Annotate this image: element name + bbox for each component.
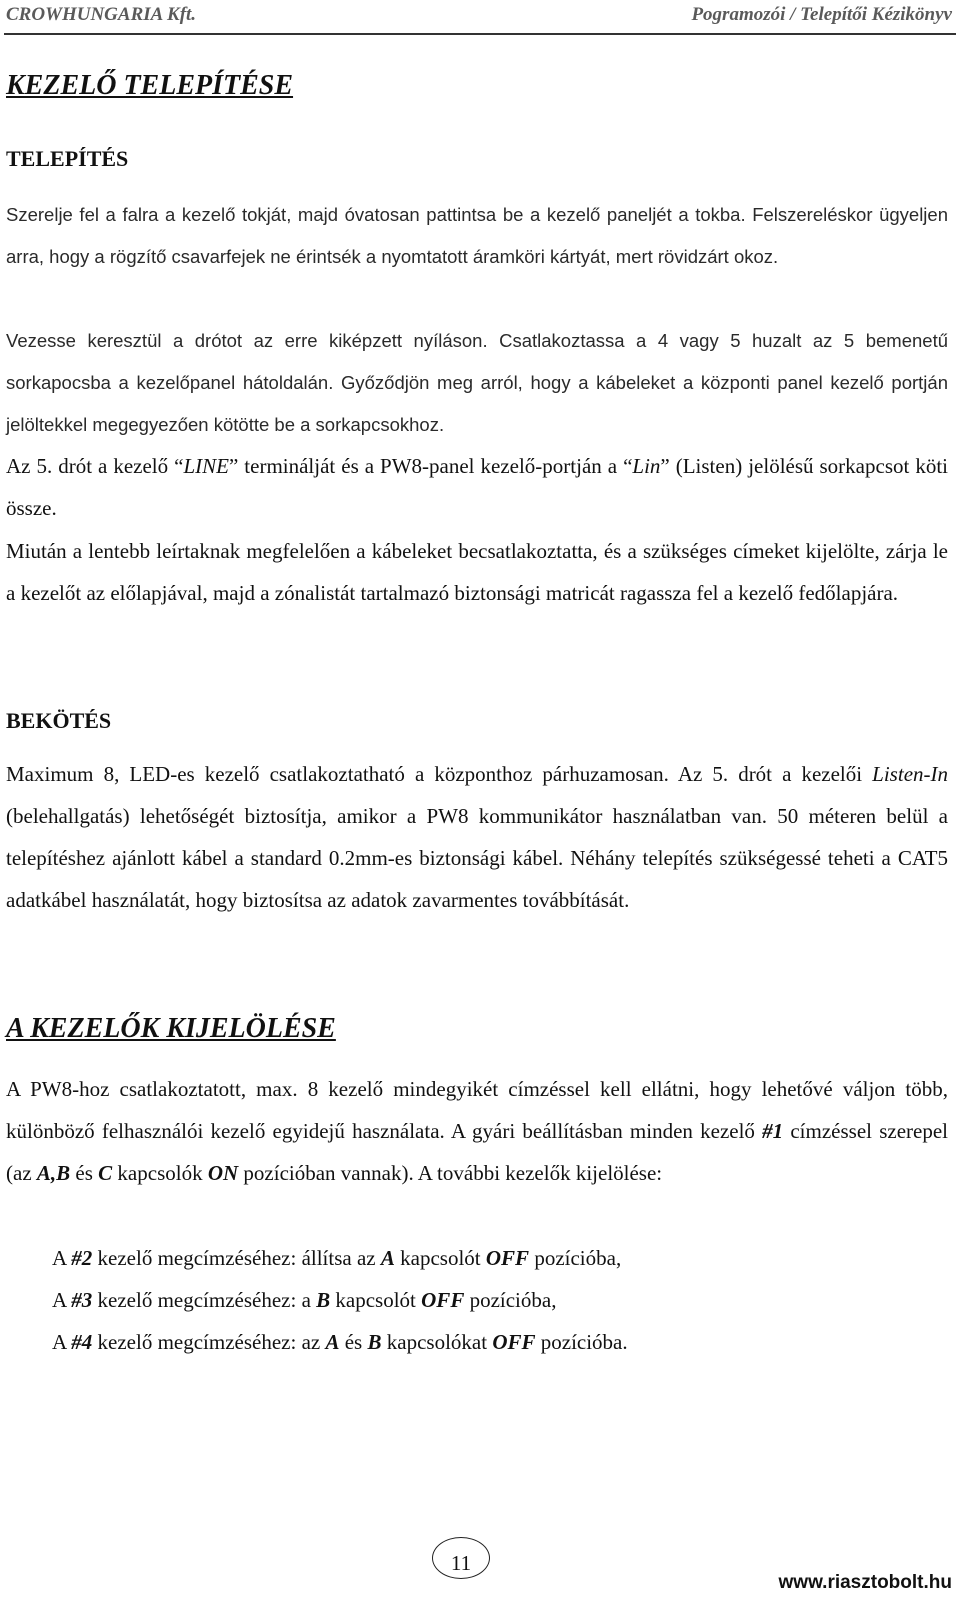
install-paragraph-1: Szerelje fel a falra a kezelő tokját, majd óvatosan pattintsa be a kezelő paneljét a tokba. Felszereléskor ügyeljen arra, hogy a rögzítő csavarfejek ne érintsék a nyomtatott áramköri kártyát, mert rövidzárt okoz. [6,204,948,267]
header-manual-title: Pogramozói / Telepítői Kézikönyv [691,4,952,25]
section-heading-install: TELEPÍTÉS [6,146,129,171]
header-company: CROWHUNGARIA Kft. [6,4,197,25]
install-paragraph-4: Miután a lentebb leírtaknak megfelelően a kábeleket becsatlakoztatta, és a szükséges címeket kijelölte, zárja le a kezelőt az előlapjával, majd a zónalistát tartalmazó biztonsági matricát ragassza fel a kezelő fedőlapjára. [6,539,948,605]
addressing-list-item: A #3 kezelő megcímzéséhez: a B kapcsolót OFF pozícióba, [52,1288,557,1312]
header-divider [4,33,956,35]
section-heading-addressing: A KEZELŐK KIJELÖLÉSE [6,1013,336,1044]
wiring-paragraph: Maximum 8, LED-es kezelő csatlakoztatható a központhoz párhuzamosan. Az 5. drót a kezelői Listen-In (belehallgatás) lehetőségét biztosítja, amikor a PW8 kommunikátor használatban van. 50 méteren belül a telepítéshez ajánlott kábel a standard 0.2mm-es biztonsági kábel. Néhány telepítés szükségessé teheti a CAT5 adatkábel használatát, hogy biztosítsa az adatok zavarmentes továbbítását. [6,762,948,912]
page-number [432,1537,490,1579]
addressing-list-item: A #2 kezelő megcímzéséhez: állítsa az A kapcsolót OFF pozícióba, [52,1246,622,1270]
install-paragraph-3: Az 5. drót a kezelő “LINE” terminálját és a PW8-panel kezelő-portján a “Lin” (Listen) jelölésű sorkapcsot köti össze. [6,454,948,520]
page-number-text: 11 [450,1551,472,1575]
section-heading-wiring: BEKÖTÉS [6,708,112,733]
addressing-paragraph: A PW8-hoz csatlakoztatott, max. 8 kezelő mindegyikét címzéssel kell ellátni, hogy lehetővé váljon több, különböző felhasználói kezelő egyidejű használata. A gyári beállításban minden kezelő #1 címzéssel szerepel (az A,B és C kapcsolók ON pozícióban vannak). A további kezelők kijelölése: [6,1077,948,1185]
page-title: KEZELŐ TELEPÍTÉSE [6,70,294,101]
addressing-list-item: A #4 kezelő megcímzéséhez: az A és B kapcsolókat OFF pozícióba. [52,1330,628,1354]
install-paragraph-2: Vezesse keresztül a drótot az erre kiképzett nyíláson. Csatlakoztassa a 4 vagy 5 huzalt az 5 bemenetű sorkapocsba a kezelőpanel hátoldalán. Győződjön meg arról, hogy a kábeleket a központi panel kezelő portján jelöltekkel megegyezően kötötte be a sorkapcsokhoz. [6,330,948,435]
footer-url: www.riasztobolt.hu [778,1572,952,1593]
